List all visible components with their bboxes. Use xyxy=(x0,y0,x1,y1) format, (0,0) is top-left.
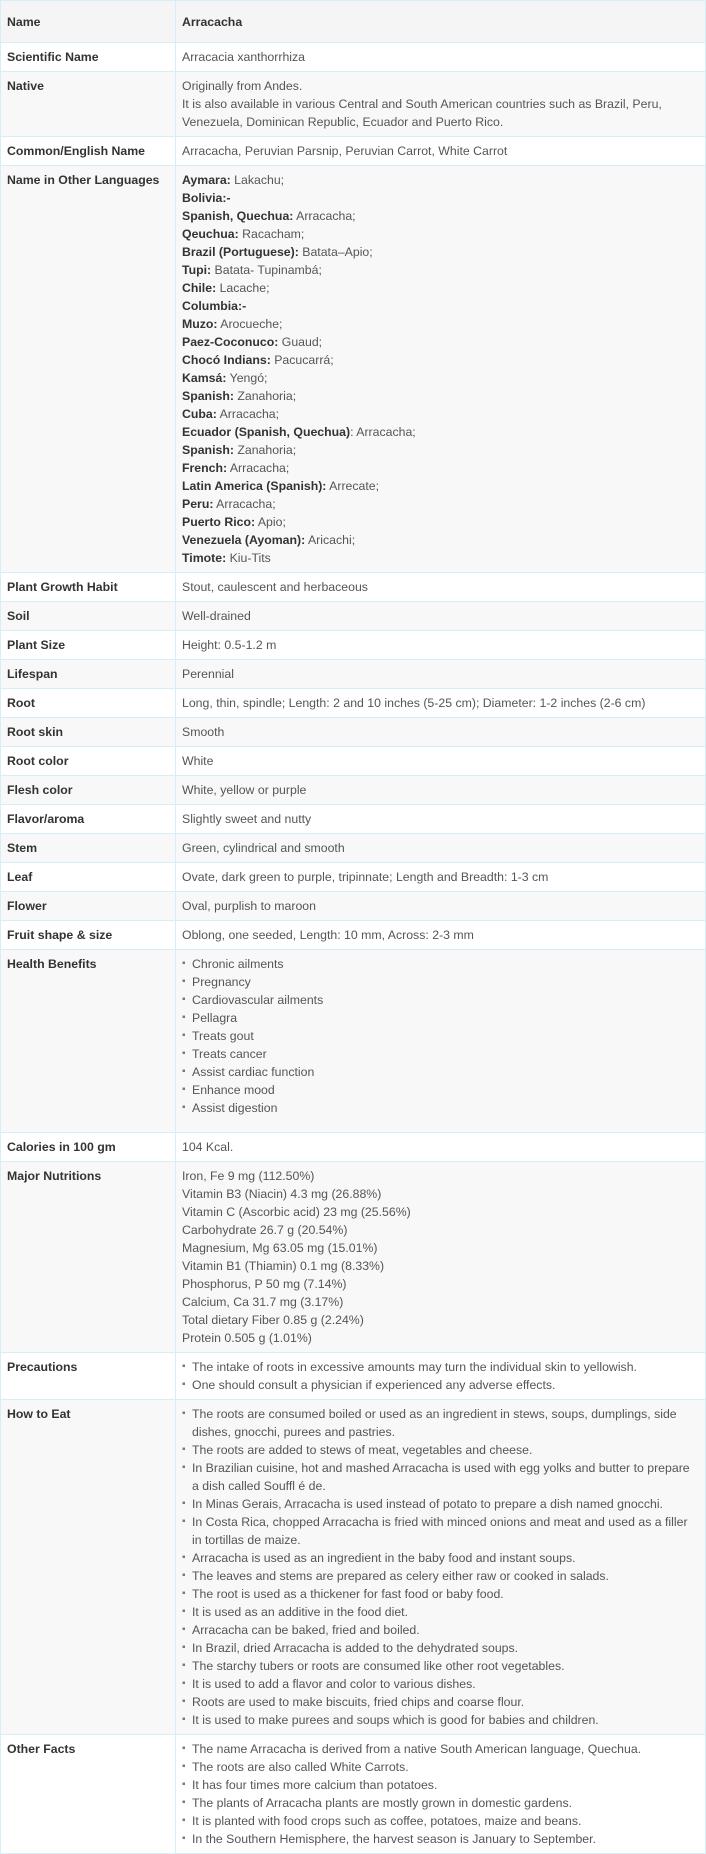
list-item: ▪ In Costa Rica, chopped Arracacha is fried with minced onions and meat and used as a filler in tortillas de maize. xyxy=(192,1513,699,1549)
list-item: ▪ Pellagra xyxy=(192,1009,699,1027)
table-row xyxy=(1,718,706,747)
table-row xyxy=(1,1133,706,1162)
list-item: ▪ The roots are also called White Carrots. xyxy=(192,1758,699,1776)
table-row xyxy=(1,805,706,834)
language-label: Paez-Coconuco: xyxy=(182,335,279,349)
language-value: Pacucarrá; xyxy=(270,353,334,367)
table-row xyxy=(1,660,706,689)
row-label: Plant Size xyxy=(1,631,176,660)
list-item: ▪ One should consult a physician if experienced any adverse effects. xyxy=(192,1376,699,1394)
row-label: Leaf xyxy=(1,863,176,892)
language-value: : Arracacha; xyxy=(350,425,416,439)
row-value xyxy=(176,1735,706,1854)
value-line: White xyxy=(182,754,214,768)
value-line: It is also available in various Central and South American countries such as Brazil, Peru, Venezuela, Dominican Republic, Ecuador and Puerto Rico. xyxy=(182,97,662,129)
value-line: Green, cylindrical and smooth xyxy=(182,841,345,855)
list-item: ▪ It is used to make purees and soups which is good for babies and children. xyxy=(192,1711,699,1729)
spacer xyxy=(182,1117,699,1127)
value-line: Oval, purplish to maroon xyxy=(182,899,316,913)
row-label: Precautions xyxy=(1,1353,176,1400)
language-label: Columbia:- xyxy=(182,299,247,313)
list-item: ▪ Arracacha is used as an ingredient in the baby food and instant soups. xyxy=(192,1549,699,1567)
value-line: Originally from Andes. xyxy=(182,79,303,93)
table-row xyxy=(1,1735,706,1854)
list-item: ▪ It is planted with food crops such as coffee, potatoes, maize and beans. xyxy=(192,1812,699,1830)
language-value: Lakachu; xyxy=(230,173,285,187)
list-item: ▪ Cardiovascular ailments xyxy=(192,991,699,1009)
language-entry xyxy=(182,369,699,387)
language-entry xyxy=(182,189,699,207)
language-label: Chocó Indians: xyxy=(182,353,271,367)
row-value xyxy=(176,1162,706,1353)
row-label: Scientific Name xyxy=(1,43,176,72)
row-value xyxy=(176,1400,706,1735)
table-header-row xyxy=(1,1,706,43)
row-value xyxy=(176,1133,706,1162)
row-value xyxy=(176,166,706,573)
value-line: Oblong, one seeded, Length: 10 mm, Across: 2-3 mm xyxy=(182,928,474,942)
language-entry xyxy=(182,225,699,243)
list-item: ▪ The name Arracacha is derived from a native South American language, Quechua. xyxy=(192,1740,699,1758)
row-value xyxy=(176,718,706,747)
row-label: Common/English Name xyxy=(1,137,176,166)
table-row xyxy=(1,43,706,72)
facts-body xyxy=(1,43,706,1854)
row-value xyxy=(176,1353,706,1400)
row-value xyxy=(176,834,706,863)
value-line: Smooth xyxy=(182,725,225,739)
list-item: ▪ Roots are used to make biscuits, fried chips and coarse flour. xyxy=(192,1693,699,1711)
language-value: Aricachi; xyxy=(305,533,356,547)
language-value: Arracacha; xyxy=(227,461,290,475)
language-value: Batata- Tupinambá; xyxy=(211,263,322,277)
bullet-list xyxy=(182,1358,699,1394)
language-label: Muzo: xyxy=(182,317,218,331)
language-entry xyxy=(182,549,699,567)
table-row xyxy=(1,747,706,776)
language-entry xyxy=(182,405,699,423)
language-label: Spanish: xyxy=(182,389,234,403)
row-label: Plant Growth Habit xyxy=(1,573,176,602)
list-item: ▪ In Brazil, dried Arracacha is added to the dehydrated soups. xyxy=(192,1639,699,1657)
list-item: ▪ Treats cancer xyxy=(192,1045,699,1063)
row-label: Root color xyxy=(1,747,176,776)
row-value xyxy=(176,950,706,1133)
table-row xyxy=(1,863,706,892)
table-row xyxy=(1,834,706,863)
table-row xyxy=(1,72,706,137)
language-label: Aymara: xyxy=(182,173,231,187)
row-label: Flower xyxy=(1,892,176,921)
language-label: Kamsá: xyxy=(182,371,227,385)
list-item: ▪ Assist cardiac function xyxy=(192,1063,699,1081)
language-entry xyxy=(182,423,699,441)
list-item: ▪ Assist digestion xyxy=(192,1099,699,1117)
row-label: How to Eat xyxy=(1,1400,176,1735)
value-line: Vitamin B1 (Thiamin) 0.1 mg (8.33%) xyxy=(182,1259,385,1273)
list-item: ▪ The intake of roots in excessive amounts may turn the individual skin to yellowish. xyxy=(192,1358,699,1376)
value-line: Height: 0.5-1.2 m xyxy=(182,638,277,652)
list-item: ▪ The plants of Arracacha plants are mostly grown in domestic gardens. xyxy=(192,1794,699,1812)
table-row xyxy=(1,137,706,166)
list-item: ▪ It is used to add a flavor and color to various dishes. xyxy=(192,1675,699,1693)
list-item: ▪ Enhance mood xyxy=(192,1081,699,1099)
value-line: Vitamin C (Ascorbic acid) 23 mg (25.56%) xyxy=(182,1205,411,1219)
row-value xyxy=(176,689,706,718)
row-value xyxy=(176,921,706,950)
header-name: Name xyxy=(1,1,176,43)
row-label: Native xyxy=(1,72,176,137)
table-row xyxy=(1,602,706,631)
table-row xyxy=(1,1400,706,1735)
language-label: Spanish: xyxy=(182,443,234,457)
language-label: Timote: xyxy=(182,551,227,565)
language-label: Cuba: xyxy=(182,407,217,421)
table-row xyxy=(1,1353,706,1400)
language-entry xyxy=(182,495,699,513)
value-line: Ovate, dark green to purple, tripinnate; Length and Breadth: 1-3 cm xyxy=(182,870,549,884)
value-line: Long, thin, spindle; Length: 2 and 10 inches (5-25 cm); Diameter: 1-2 inches (2-6 cm) xyxy=(182,696,646,710)
language-entry xyxy=(182,243,699,261)
value-line: Calcium, Ca 31.7 mg (3.17%) xyxy=(182,1295,344,1309)
list-item: ▪ Pregnancy xyxy=(192,973,699,991)
value-line: Iron, Fe 9 mg (112.50%) xyxy=(182,1169,315,1183)
language-entry xyxy=(182,315,699,333)
table-row xyxy=(1,631,706,660)
table-row xyxy=(1,166,706,573)
table-row xyxy=(1,573,706,602)
list-item: ▪ The leaves and stems are prepared as celery either raw or cooked in salads. xyxy=(192,1567,699,1585)
row-label: Health Benefits xyxy=(1,950,176,1133)
language-value: Arracacha; xyxy=(216,407,280,421)
language-value: Arrecate; xyxy=(326,479,380,493)
language-entry xyxy=(182,171,699,189)
value-line: Carbohydrate 26.7 g (20.54%) xyxy=(182,1223,348,1237)
list-item: ▪ The roots are added to stews of meat, vegetables and cheese. xyxy=(192,1441,699,1459)
language-entry xyxy=(182,441,699,459)
bullet-list xyxy=(182,1405,699,1729)
language-entry xyxy=(182,513,699,531)
language-value: Racacham; xyxy=(238,227,305,241)
language-label: Peru: xyxy=(182,497,214,511)
language-label: Bolivia:- xyxy=(182,191,231,205)
row-value xyxy=(176,776,706,805)
language-value: Arracacha; xyxy=(213,497,276,511)
language-label: Tupi: xyxy=(182,263,212,277)
language-label: Puerto Rico: xyxy=(182,515,256,529)
row-value xyxy=(176,863,706,892)
list-item: ▪ In Minas Gerais, Arracacha is used instead of potato to prepare a dish named gnocchi. xyxy=(192,1495,699,1513)
value-line: Phosphorus, P 50 mg (7.14%) xyxy=(182,1277,347,1291)
language-entry xyxy=(182,387,699,405)
language-label: Qeuchua: xyxy=(182,227,239,241)
language-value: Guaud; xyxy=(278,335,323,349)
language-entry xyxy=(182,279,699,297)
list-item: ▪ It is used as an additive in the food diet. xyxy=(192,1603,699,1621)
table-row xyxy=(1,921,706,950)
language-entry xyxy=(182,531,699,549)
row-value xyxy=(176,72,706,137)
language-entry xyxy=(182,297,699,315)
language-value: Kiu-Tits xyxy=(226,551,271,565)
row-label: Flavor/aroma xyxy=(1,805,176,834)
header-arracacha: Arracacha xyxy=(176,1,706,43)
language-entry xyxy=(182,459,699,477)
value-line: Slightly sweet and nutty xyxy=(182,812,312,826)
language-value: Zanahoria; xyxy=(233,443,297,457)
value-line: Magnesium, Mg 63.05 mg (15.01%) xyxy=(182,1241,378,1255)
language-entry xyxy=(182,477,699,495)
table-row xyxy=(1,892,706,921)
table-row xyxy=(1,776,706,805)
table-row xyxy=(1,1162,706,1353)
language-entry xyxy=(182,261,699,279)
language-label: Latin America (Spanish): xyxy=(182,479,327,493)
list-item: ▪ Treats gout xyxy=(192,1027,699,1045)
bullet-list xyxy=(182,1740,699,1848)
list-item: ▪ The root is used as a thickener for fast food or baby food. xyxy=(192,1585,699,1603)
row-label: Soil xyxy=(1,602,176,631)
language-label: Venezuela (Ayoman): xyxy=(182,533,306,547)
row-value xyxy=(176,43,706,72)
value-line: Total dietary Fiber 0.85 g (2.24%) xyxy=(182,1313,364,1327)
language-value: Zanahoria; xyxy=(233,389,297,403)
row-label: Root xyxy=(1,689,176,718)
value-line: Well-drained xyxy=(182,609,251,623)
value-line: Vitamin B3 (Niacin) 4.3 mg (26.88%) xyxy=(182,1187,382,1201)
row-label: Calories in 100 gm xyxy=(1,1133,176,1162)
language-label: French: xyxy=(182,461,228,475)
language-value: Arocueche; xyxy=(217,317,283,331)
list-item: ▪ The roots are consumed boiled or used as an ingredient in stews, soups, dumplings, side dishes, gnocchi, purees and pastries. xyxy=(192,1405,699,1441)
bullet-list xyxy=(182,955,699,1117)
language-label: Chile: xyxy=(182,281,217,295)
list-item: ▪ It has four times more calcium than potatoes. xyxy=(192,1776,699,1794)
row-label: Root skin xyxy=(1,718,176,747)
language-value: Lacache; xyxy=(216,281,270,295)
row-label: Flesh color xyxy=(1,776,176,805)
value-line: Arracacia xanthorrhiza xyxy=(182,50,306,64)
value-line: Perennial xyxy=(182,667,234,681)
value-line: Stout, caulescent and herbaceous xyxy=(182,580,368,594)
value-line: Protein 0.505 g (1.01%) xyxy=(182,1331,312,1345)
value-line: White, yellow or purple xyxy=(182,783,307,797)
row-value xyxy=(176,631,706,660)
language-label: Brazil (Portuguese): xyxy=(182,245,299,259)
language-value: Apio; xyxy=(255,515,286,529)
row-label: Stem xyxy=(1,834,176,863)
row-value xyxy=(176,573,706,602)
value-line: 104 Kcal. xyxy=(182,1140,234,1154)
row-value xyxy=(176,137,706,166)
list-item: ▪ In the Southern Hemisphere, the harvest season is January to September. xyxy=(192,1830,699,1848)
row-label: Other Facts xyxy=(1,1735,176,1854)
row-value xyxy=(176,602,706,631)
row-value xyxy=(176,892,706,921)
list-item: ▪ Arracacha can be baked, fried and boiled. xyxy=(192,1621,699,1639)
language-label: Ecuador (Spanish, Quechua) xyxy=(182,425,351,439)
row-label: Name in Other Languages xyxy=(1,166,176,573)
table-row xyxy=(1,950,706,1133)
language-entry xyxy=(182,207,699,225)
row-label: Major Nutritions xyxy=(1,1162,176,1353)
list-item: ▪ Chronic ailments xyxy=(192,955,699,973)
language-value: Yengó; xyxy=(226,371,268,385)
list-item: ▪ In Brazilian cuisine, hot and mashed Arracacha is used with egg yolks and butter to prepare a dish called Souffl é de. xyxy=(192,1459,699,1495)
language-value: Batata–Apio; xyxy=(298,245,373,259)
row-value xyxy=(176,805,706,834)
value-line: Arracacha, Peruvian Parsnip, Peruvian Carrot, White Carrot xyxy=(182,144,508,158)
language-entry xyxy=(182,351,699,369)
row-label: Lifespan xyxy=(1,660,176,689)
language-value: Arracacha; xyxy=(293,209,356,223)
row-label: Fruit shape & size xyxy=(1,921,176,950)
row-value xyxy=(176,660,706,689)
list-item: ▪ The starchy tubers or roots are consumed like other root vegetables. xyxy=(192,1657,699,1675)
language-entry xyxy=(182,333,699,351)
language-label: Spanish, Quechua: xyxy=(182,209,294,223)
row-value xyxy=(176,747,706,776)
table-row xyxy=(1,689,706,718)
